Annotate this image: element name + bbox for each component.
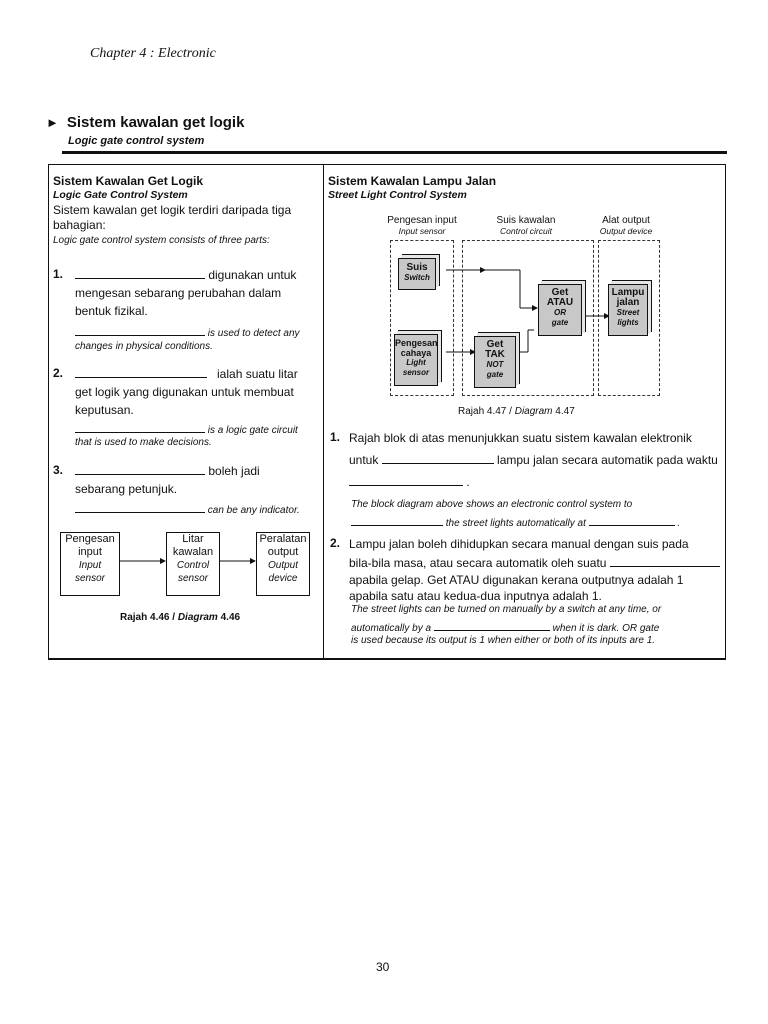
caption-prefix: Rajah 4.47 /: [458, 406, 515, 417]
right-q1-en-text-b: the street lights automatically at: [445, 518, 586, 529]
column-divider: [323, 164, 324, 658]
left-q3-text-a: boleh jadi: [208, 464, 260, 478]
answer-blank[interactable]: [382, 452, 494, 464]
left-intro-en: Logic gate control system consists of three parts:: [53, 235, 270, 246]
not-gate-block: [474, 336, 516, 388]
chapter-header: Chapter 4 : Electronic: [90, 46, 216, 61]
left-q2-line2: get logik yang digunakan untuk membuat: [75, 385, 294, 399]
left-heading: Sistem Kawalan Get Logik: [53, 174, 204, 188]
answer-blank[interactable]: [610, 555, 720, 567]
block-label-en: Switch: [404, 273, 430, 282]
arrow-head-icon: [480, 267, 486, 273]
answer-blank[interactable]: [75, 421, 205, 433]
block-label-en: OR: [554, 308, 566, 317]
left-q1-line1: [75, 267, 296, 283]
block-label: Get: [486, 339, 504, 350]
block-label: jalan: [616, 297, 640, 308]
right-q1-number: 1.: [330, 430, 341, 444]
right-q2-line1: Lampu jalan boleh dihidupkan secara manual dengan suis pada: [349, 537, 689, 551]
caption-italic: Diagram: [177, 612, 218, 623]
col-control-circuit-label: [484, 215, 568, 236]
switch-block: [398, 258, 436, 290]
box-label: Litar: [182, 533, 204, 545]
answer-blank[interactable]: [589, 514, 675, 526]
box-label-en: Control: [176, 560, 210, 571]
left-q2-en-2: that is used to make decisions.: [75, 437, 212, 448]
right-q2-line3: apabila gelap. Get ATAU digunakan kerana outputnya adalah 1: [349, 573, 684, 587]
right-q1-en-period: .: [677, 518, 681, 529]
left-q3-line1: [75, 463, 260, 479]
or-gate-block: [538, 284, 582, 336]
box-label-en: device: [268, 573, 298, 584]
col-label: Alat output: [602, 215, 650, 226]
right-q2-line2: [349, 555, 720, 571]
right-q1-text-b: lampu jalan secara automatik pada waktu: [497, 453, 718, 467]
answer-blank[interactable]: [75, 501, 205, 513]
box-label: Pengesan: [65, 533, 115, 545]
left-q3-line2: sebarang petunjuk.: [75, 482, 178, 496]
diagram-446-caption: [120, 612, 240, 623]
answer-blank[interactable]: [75, 324, 205, 336]
left-q2-text-a: ialah suatu litar: [217, 367, 298, 381]
col-label-en: Output device: [599, 226, 653, 236]
answer-blank[interactable]: [75, 366, 207, 378]
right-q1-line2: [349, 452, 718, 468]
page-number: 30: [376, 960, 390, 974]
section-subtitle: Logic gate control system: [68, 135, 205, 147]
box-label: output: [267, 546, 299, 558]
box-label: input: [78, 546, 102, 558]
block-label-en: sensor: [402, 368, 430, 377]
answer-blank[interactable]: [75, 267, 205, 279]
block-label-en: lights: [617, 318, 639, 327]
diagram-arrows: [118, 555, 258, 567]
arrow-head-icon: [250, 558, 256, 564]
box-label-en: sensor: [74, 573, 105, 584]
block-label: Lampu: [611, 287, 645, 298]
box-label-en: Output: [267, 560, 299, 571]
caption-prefix: Rajah 4.46 /: [120, 612, 178, 623]
triangle-bullet-icon: ►: [46, 115, 59, 130]
block-label-en: Street: [616, 308, 640, 317]
right-q2-en-1: The street lights can be turned on manually by a switch at any time, or: [351, 604, 662, 615]
block-label: cahaya: [400, 348, 432, 358]
box-label-en: Input: [78, 560, 102, 571]
caption-italic: Diagram: [514, 406, 553, 417]
col-label-en: Control circuit: [500, 226, 552, 236]
right-q1-period: .: [466, 475, 470, 489]
box-label: kawalan: [172, 546, 214, 558]
frame-bottom-rule: [48, 658, 726, 660]
answer-blank[interactable]: [349, 474, 463, 486]
left-q1-text-a: digunakan untuk: [208, 268, 297, 282]
right-q1-untuk: untuk: [349, 453, 379, 467]
col-label-en: Input sensor: [398, 226, 446, 236]
light-sensor-block: [394, 334, 438, 386]
block-label: TAK: [485, 349, 505, 360]
block-label: Pengesan: [395, 338, 438, 348]
left-intro-1: Sistem kawalan get logik terdiri daripada tiga: [53, 203, 292, 217]
left-q1-en-1: [75, 324, 300, 341]
left-q2-en-text-a: is a logic gate circuit: [207, 425, 298, 436]
diagram-447-caption: [458, 406, 575, 417]
right-q2-number: 2.: [330, 536, 341, 550]
right-heading: Sistem Kawalan Lampu Jalan: [328, 174, 497, 188]
left-intro-2: bahagian:: [53, 218, 106, 232]
box-label: Peralatan: [259, 533, 307, 545]
answer-blank[interactable]: [434, 619, 550, 631]
block-label-en: NOT: [486, 360, 504, 369]
answer-blank[interactable]: [75, 463, 205, 475]
right-q1-en-1: The block diagram above shows an electronic control system to: [351, 499, 633, 510]
left-q2-number: 2.: [53, 366, 64, 380]
box-label-en: sensor: [177, 573, 208, 584]
right-q2-en-3: is used because its output is 1 when either or both of its inputs are 1.: [351, 635, 656, 646]
right-q2-text-b: bila-bila masa, atau secara automatik oleh suatu: [349, 556, 607, 570]
col-label: Suis kawalan: [496, 215, 556, 226]
block-label-en: Light: [406, 358, 426, 367]
left-q1-en-text-a: is used to detect any: [207, 328, 300, 339]
left-q1-line3: bentuk fizikal.: [75, 304, 148, 318]
title-rule: [62, 151, 727, 154]
block-label-en: gate: [551, 318, 569, 327]
right-q2-en-text-b1: automatically by a: [351, 623, 432, 634]
street-lamp-block: [608, 284, 648, 336]
left-q2-line1: [75, 366, 298, 382]
block-label: ATAU: [546, 297, 574, 308]
left-q3-en-text: can be any indicator.: [207, 505, 300, 516]
left-q1-line2: mengesan sebarang perubahan dalam: [75, 286, 282, 300]
caption-suffix: 4.47: [552, 406, 575, 417]
block-label: Get: [551, 287, 569, 298]
right-q1-line3: [349, 474, 470, 490]
col-output-device-label: [588, 215, 664, 236]
left-q2-line3: keputusan.: [75, 403, 134, 417]
section-title-text: Sistem kawalan get logik: [66, 114, 245, 131]
left-heading-en: Logic Gate Control System: [53, 189, 188, 201]
section-title: [46, 114, 244, 131]
left-q1-number: 1.: [53, 267, 64, 281]
caption-suffix: 4.46: [217, 612, 241, 623]
output-device-box: [256, 532, 310, 596]
block-label-en: gate: [486, 370, 504, 379]
left-q3-number: 3.: [53, 463, 64, 477]
right-q1-en-2: [351, 514, 680, 531]
right-q1-line1: Rajah blok di atas menunjukkan suatu sistem kawalan elektronik: [349, 431, 692, 445]
left-q3-en: [75, 501, 300, 518]
answer-blank[interactable]: [351, 514, 443, 526]
input-sensor-box: [60, 532, 120, 596]
block-label: Suis: [406, 262, 428, 273]
col-input-sensor-label: [380, 215, 464, 236]
left-q1-en-2: changes in physical conditions.: [75, 341, 213, 352]
col-label: Pengesan input: [387, 215, 457, 226]
right-heading-en: Street Light Control System: [328, 189, 467, 201]
arrow-head-icon: [160, 558, 166, 564]
right-q2-en-text-b2: when it is dark. OR gate: [552, 623, 660, 634]
right-q2-line4: apabila satu atau kedua-dua inputnya adalah 1.: [349, 589, 602, 603]
